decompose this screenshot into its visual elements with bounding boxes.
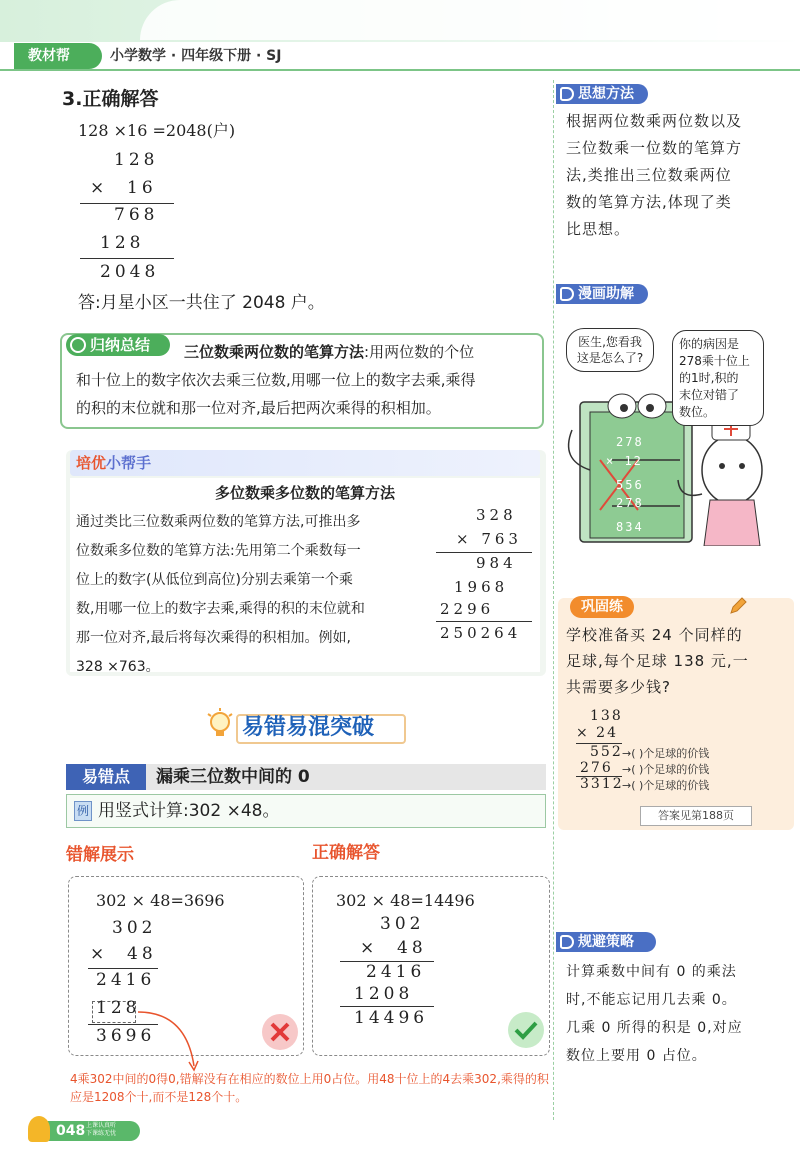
summary-tab-label: 归纳总结 bbox=[90, 336, 151, 354]
calc-rule bbox=[340, 1006, 434, 1007]
error-point-tag: 易错点 bbox=[66, 764, 146, 790]
summary-tab bbox=[66, 334, 170, 356]
bubble-line: 这是怎么了? bbox=[576, 351, 644, 365]
thinking-line: 法,类推出三位数乘两位 bbox=[566, 166, 732, 184]
right-calc-row: 1208 bbox=[354, 984, 414, 1004]
calc-rule bbox=[80, 203, 174, 204]
summary-line3: 的积的末位就和那一位对齐,最后把两次乘得的积相加。 bbox=[76, 399, 441, 417]
strategy-line: 时,不能忘记用几去乘 0。 bbox=[566, 992, 737, 1008]
practice-calc-row: 276 bbox=[580, 760, 613, 776]
helper-calc-row: 328 bbox=[476, 506, 517, 524]
speech-bubble-doctor bbox=[672, 330, 764, 426]
error-note: 4乘302中间的0得0,错解没有在相应的数位上用0占位。用48十位上的4去乘302,乘得的积应是1208个十,而不是128个十。 bbox=[70, 1072, 549, 1104]
summary-lead: 三位数乘两位数的笔算方法 bbox=[184, 343, 365, 361]
bubble-line: 末位对错了 bbox=[679, 388, 740, 402]
right-calc-row: 2416 bbox=[366, 962, 426, 982]
header-curve bbox=[140, 0, 800, 40]
section-title: 3.正确解答 bbox=[62, 88, 159, 110]
thinking-line: 比思想。 bbox=[566, 220, 631, 238]
board-row: × 12 bbox=[606, 454, 643, 468]
helper-tab-a: 培优 bbox=[76, 454, 107, 472]
calc-rule bbox=[88, 968, 158, 969]
board-row: 278 bbox=[616, 435, 644, 449]
right-calc-row: 14496 bbox=[354, 1008, 429, 1028]
helper-line: 位数乘多位数的笔算方法:先用第二个乘数每一 bbox=[76, 543, 361, 559]
page-number: 048 bbox=[56, 1123, 86, 1139]
example-tag: 例 bbox=[74, 801, 92, 821]
wrong-heading: 错解展示 bbox=[66, 845, 134, 865]
thinking-text bbox=[566, 108, 742, 243]
answer-text: 答:月星小区一共住了 2048 户。 bbox=[78, 293, 325, 313]
right-calc-row: 302 bbox=[380, 914, 425, 934]
calc-row: 2048 bbox=[100, 262, 160, 282]
practice-label: →( )个足球的价钱 bbox=[622, 747, 710, 760]
lightbulb-icon bbox=[206, 708, 234, 742]
practice-label: →( )个足球的价钱 bbox=[622, 763, 710, 776]
practice-labels bbox=[622, 746, 709, 794]
helper-line: 那一位对齐,最后将每次乘得的积相加。例如, bbox=[76, 630, 351, 646]
helper-calc-row: 2296 bbox=[440, 600, 495, 618]
helper-tab-b: 小帮手 bbox=[106, 454, 152, 472]
helper-calc-row: × 763 bbox=[456, 530, 522, 548]
example-text: 用竖式计算:302 ×48。 bbox=[98, 801, 280, 821]
strategy-line: 几乘 0 所得的积是 0,对应 bbox=[566, 1020, 743, 1036]
brand-badge: 教材帮 bbox=[14, 43, 102, 69]
bubble-line: 医生,您看我 bbox=[578, 335, 642, 349]
helper-calc-row: 1968 bbox=[454, 578, 509, 596]
bubble-line: 278乘十位上 bbox=[679, 354, 750, 368]
calc-row: 768 bbox=[114, 205, 159, 225]
bubble-line: 的1时,积的 bbox=[679, 371, 739, 385]
summary-line1-text: :用两位数的个位 bbox=[364, 343, 475, 361]
thinking-line: 数的笔算方法,体现了类 bbox=[566, 193, 732, 211]
practice-label: →( )个足球的价钱 bbox=[622, 779, 710, 792]
board-row: 834 bbox=[616, 520, 644, 534]
calc-row: 128 bbox=[100, 233, 145, 253]
calc-rule bbox=[80, 258, 174, 259]
right-heading: 正确解答 bbox=[312, 843, 380, 863]
calc-row: × 16 bbox=[90, 178, 157, 198]
error-banner-title: 易错易混突破 bbox=[242, 715, 375, 740]
pointer-hand-icon bbox=[560, 287, 574, 301]
helper-tab bbox=[76, 452, 151, 474]
error-arrow bbox=[136, 1006, 216, 1076]
comic-tab bbox=[556, 284, 648, 304]
wrong-calc-row: 2416 bbox=[96, 970, 156, 990]
bubble-line: 数位。 bbox=[679, 405, 716, 419]
calc-rule bbox=[436, 621, 532, 622]
practice-calc-row: 3312 bbox=[580, 776, 624, 792]
comic-tab-label: 漫画助解 bbox=[578, 286, 634, 302]
wrong-calc-row: 302 bbox=[112, 918, 157, 938]
practice-line: 共需要多少钱? bbox=[566, 678, 671, 696]
wrong-calc-row: 3696 bbox=[96, 1026, 156, 1046]
right-calc-row: × 48 bbox=[360, 938, 427, 958]
practice-calc-row: 552 bbox=[590, 744, 623, 760]
bubble-line: 你的病因是 bbox=[679, 337, 740, 351]
helper-text bbox=[76, 508, 365, 682]
helper-line: 通过类比三位数乘两位数的笔算方法,可推出多 bbox=[76, 514, 361, 530]
wrong-x-icon bbox=[262, 1014, 298, 1050]
footer-slogan bbox=[86, 1122, 116, 1138]
header-title: 小学数学 · 四年级下册 · SJ bbox=[110, 48, 282, 64]
column-divider bbox=[553, 80, 554, 1120]
check-icon bbox=[508, 1012, 544, 1048]
practice-calc-row: × 24 bbox=[576, 725, 618, 741]
thinking-line: 根据两位数乘两位数以及 bbox=[566, 112, 743, 130]
strategy-text bbox=[566, 958, 743, 1070]
footer-slogan-line: 上课认真听 bbox=[86, 1122, 117, 1129]
pointer-hand-icon bbox=[560, 87, 574, 101]
strategy-line: 数位上要用 0 占位。 bbox=[566, 1048, 707, 1064]
speech-bubble-patient bbox=[566, 328, 654, 372]
thinking-line: 三位数乘一位数的笔算方 bbox=[566, 139, 743, 157]
strategy-line: 计算乘数中间有 0 的乘法 bbox=[566, 964, 737, 980]
wrong-calc-row: × 48 bbox=[90, 944, 157, 964]
summary-line2: 和十位上的数字依次去乘三位数,用哪一位上的数字去乘,乘得 bbox=[76, 371, 476, 389]
pointer-hand-icon bbox=[560, 935, 574, 949]
practice-line: 学校准备买 24 个同样的 bbox=[566, 626, 743, 644]
calc-rule bbox=[436, 552, 532, 553]
practice-calc-row: 138 bbox=[590, 708, 623, 724]
helper-line: 328 ×763。 bbox=[76, 659, 160, 675]
helper-calc-row: 250264 bbox=[440, 624, 522, 642]
mascot-icon bbox=[28, 1116, 50, 1142]
calc-row: 128 bbox=[114, 150, 159, 170]
equation: 128 ×16 =2048(户) bbox=[78, 121, 236, 140]
wrong-calc-row: 128 bbox=[96, 998, 141, 1018]
pencil-icon bbox=[728, 596, 748, 616]
practice-tab: 巩固练 bbox=[570, 596, 634, 618]
answer-reference: 答案见第188页 bbox=[640, 806, 752, 826]
helper-line: 位上的数字(从低位到高位)分别去乘第一个乘 bbox=[76, 572, 353, 588]
header-rule bbox=[0, 69, 800, 71]
helper-title: 多位数乘多位数的笔算方法 bbox=[214, 484, 395, 502]
wrong-eq: 302 × 48=3696 bbox=[96, 891, 225, 910]
helper-line: 数,用哪一位上的数字去乘,乘得的积的末位就和 bbox=[76, 601, 365, 617]
right-eq: 302 × 48=14496 bbox=[336, 891, 475, 910]
footer-slogan-line: 下课练无忧 bbox=[86, 1130, 117, 1137]
check-circle-icon bbox=[70, 337, 86, 353]
error-point-title: 漏乘三位数中间的 0 bbox=[156, 767, 310, 787]
practice-line: 足球,每个足球 138 元,一 bbox=[566, 652, 749, 670]
strategy-tab bbox=[556, 932, 656, 952]
board-row: 556 bbox=[616, 478, 644, 492]
thinking-tab bbox=[556, 84, 648, 104]
practice-question bbox=[566, 622, 792, 700]
thinking-tab-label: 思想方法 bbox=[578, 86, 634, 102]
board-row: 278 bbox=[616, 496, 644, 510]
strategy-tab-label: 规避策略 bbox=[578, 934, 634, 950]
helper-calc-row: 984 bbox=[476, 554, 517, 572]
summary-line1 bbox=[184, 339, 474, 365]
